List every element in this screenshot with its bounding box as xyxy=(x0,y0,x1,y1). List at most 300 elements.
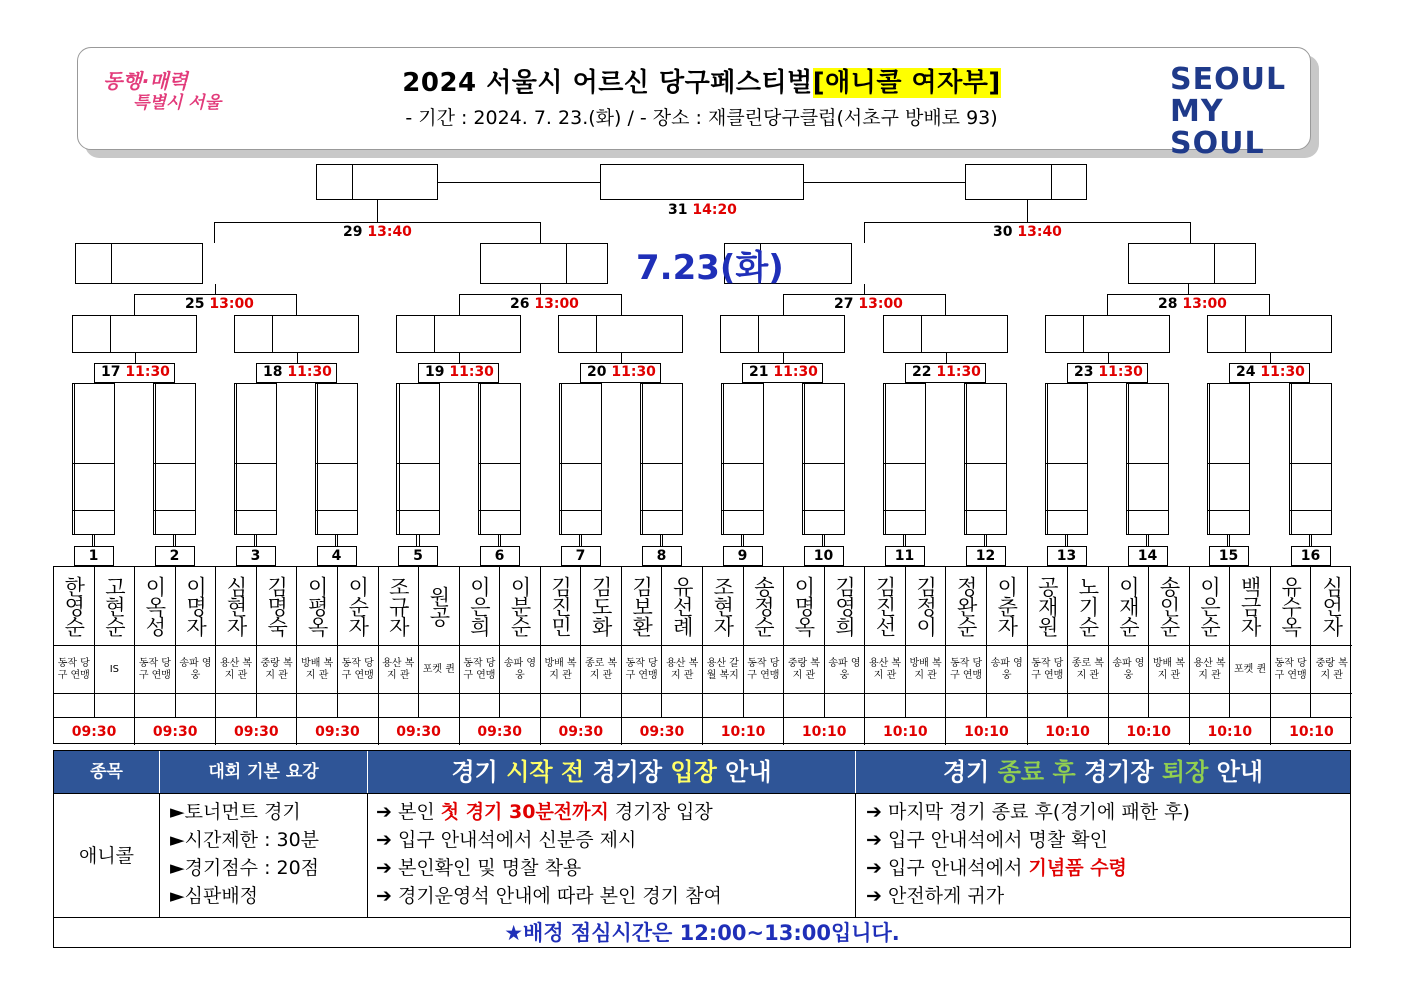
bracket-line xyxy=(110,315,111,353)
first-round-number: 1 xyxy=(74,546,114,566)
match-time: 11:30 xyxy=(287,364,332,380)
first-round-number: 12 xyxy=(966,546,1006,566)
player-name: 김보환 xyxy=(629,576,654,636)
bracket-line xyxy=(905,535,906,546)
player-club: 송파 영웅 xyxy=(1109,645,1149,693)
score-box xyxy=(1047,383,1088,535)
bracket-line xyxy=(804,463,845,464)
enter-1b: 첫 경기 30분전까지 xyxy=(440,801,609,823)
score-box xyxy=(72,315,197,353)
player-club: 용산 복지 관 xyxy=(216,645,256,693)
player-name: 김정이 xyxy=(913,576,938,636)
player-name: 한영순 xyxy=(61,576,86,636)
player-cell xyxy=(784,567,825,717)
first-round-number: 13 xyxy=(1047,546,1087,566)
bracket-line xyxy=(419,535,420,546)
player-name: 김명숙 xyxy=(264,576,289,636)
player-cell xyxy=(541,567,582,717)
score-box xyxy=(316,164,438,200)
player-name: 김도화 xyxy=(589,576,614,636)
player-name: 유선례 xyxy=(670,576,695,636)
score-blank xyxy=(257,693,297,718)
score-blank xyxy=(1028,693,1068,718)
match-start-time: 09:30 xyxy=(297,717,378,745)
score-blank xyxy=(54,693,94,718)
score-box xyxy=(804,383,845,535)
score-blank xyxy=(703,693,743,718)
info-table xyxy=(53,750,1351,948)
match-number: 31 xyxy=(668,202,688,218)
player-club: 송파 영웅 xyxy=(987,645,1027,693)
match-number: 18 xyxy=(263,364,283,380)
bracket-line xyxy=(416,535,417,546)
first-round-number: 7 xyxy=(561,546,601,566)
match-time: 13:00 xyxy=(1182,296,1227,312)
score-box xyxy=(396,315,521,353)
enter-1a: ➔ 본인 xyxy=(376,801,441,823)
bracket-line xyxy=(864,222,1190,223)
match-start-time: 10:10 xyxy=(946,717,1027,745)
score-blank xyxy=(662,693,702,718)
player-club: 용산 복지 관 xyxy=(662,645,702,693)
player-name: 이평옥 xyxy=(305,576,330,636)
bracket-line xyxy=(1229,535,1230,546)
bracket-line xyxy=(1107,294,1269,295)
score-blank xyxy=(744,693,784,718)
logo-left-line1: 동행·매력 xyxy=(103,69,188,93)
bracket-line xyxy=(1245,315,1246,353)
first-round-number: 9 xyxy=(723,546,763,566)
match-start-time: 09:30 xyxy=(379,717,460,745)
player-cell xyxy=(500,567,541,717)
score-box xyxy=(399,383,440,535)
score-blank xyxy=(1149,693,1189,718)
player-name: 김진민 xyxy=(548,576,573,636)
score-box xyxy=(885,383,926,535)
bracket-line xyxy=(1146,535,1147,546)
score-box xyxy=(883,315,1008,353)
match-start-time: 10:10 xyxy=(703,717,784,745)
bracket-line xyxy=(945,294,946,315)
bracket-line xyxy=(1047,510,1088,511)
player-name: 이명자 xyxy=(183,576,208,636)
logo-left-line2: 특별시 서울 xyxy=(133,93,222,113)
player-club: 방배 복지 관 xyxy=(541,645,581,693)
bracket-line xyxy=(296,294,297,315)
enter-item-4: ➔ 경기운영석 안내에 따라 본인 경기 참여 xyxy=(376,885,722,907)
score-box xyxy=(966,383,1007,535)
bracket-line xyxy=(540,222,541,243)
player-club: 동작 당구 연맹 xyxy=(622,645,662,693)
bracket-line xyxy=(1190,222,1191,243)
player-club: IS xyxy=(95,645,135,693)
bracket-line xyxy=(214,222,540,223)
player-club: 중랑 복지 관 xyxy=(784,645,824,693)
player-cell xyxy=(135,567,176,717)
bracket-line xyxy=(498,535,499,546)
score-blank xyxy=(541,693,581,718)
info-event: 애니콜 xyxy=(54,793,160,917)
bracket-line xyxy=(438,182,600,183)
bracket-line xyxy=(660,535,661,546)
bracket-line xyxy=(459,294,621,295)
score-box xyxy=(236,383,277,535)
match-label-m22 xyxy=(912,364,981,380)
info-head-exit xyxy=(856,751,1350,793)
bracket-line xyxy=(352,164,353,200)
player-cell xyxy=(257,567,298,717)
player-name: 백금자 xyxy=(1238,576,1263,636)
bracket-line xyxy=(903,535,904,546)
player-club: 종로 복지 관 xyxy=(1068,645,1108,693)
score-box xyxy=(1128,243,1256,284)
info-head-enter xyxy=(368,751,856,793)
match-number: 29 xyxy=(343,224,363,240)
bracket-line xyxy=(459,294,460,315)
bracket-line xyxy=(434,315,435,353)
info-enter xyxy=(368,793,856,917)
player-club: 동작 당구 연맹 xyxy=(460,645,500,693)
score-box xyxy=(558,315,683,353)
bracket-line xyxy=(824,535,825,546)
head-enter-part4: 입장 xyxy=(670,758,717,786)
player-cell xyxy=(216,567,257,717)
first-round-number: 5 xyxy=(398,546,438,566)
score-box xyxy=(234,315,359,353)
match-start-time: 10:10 xyxy=(784,717,865,745)
score-blank xyxy=(338,693,378,718)
head-exit-part4: 퇴장 xyxy=(1161,758,1209,786)
bracket-line xyxy=(317,510,358,511)
head-exit-part3: 경기장 xyxy=(1075,758,1162,786)
bracket-line xyxy=(317,463,358,464)
match-start-time: 09:30 xyxy=(622,717,703,745)
match-start-time: 09:30 xyxy=(460,717,541,745)
match-time: 11:30 xyxy=(449,364,494,380)
score-blank xyxy=(581,693,621,718)
info-head-rules: 대회 기본 요강 xyxy=(160,751,368,793)
player-club: 동작 당구 연맹 xyxy=(1028,645,1068,693)
head-exit-part5: 안내 xyxy=(1208,758,1264,786)
head-exit-part2: 종료 후 xyxy=(997,758,1076,786)
score-box xyxy=(723,383,764,535)
match-time: 13:00 xyxy=(534,296,579,312)
bracket-line xyxy=(1148,535,1149,546)
match-number: 27 xyxy=(834,296,854,312)
bracket-line xyxy=(741,535,742,546)
bracket-line xyxy=(804,510,845,511)
match-time: 11:30 xyxy=(125,364,170,380)
first-round-number: 4 xyxy=(317,546,357,566)
bracket-line xyxy=(642,463,683,464)
match-time: 13:40 xyxy=(367,224,412,240)
bracket-line xyxy=(946,353,947,363)
date-banner: 7.23(화) xyxy=(636,248,784,288)
match-time: 11:30 xyxy=(1098,364,1143,380)
bracket-line xyxy=(1209,463,1250,464)
score-blank xyxy=(622,693,662,718)
score-box xyxy=(965,164,1087,200)
bracket-line xyxy=(74,463,115,464)
player-name: 고현순 xyxy=(102,576,127,636)
score-box xyxy=(1045,315,1170,353)
first-round-number: 3 xyxy=(236,546,276,566)
score-blank xyxy=(379,693,419,718)
bracket-line xyxy=(783,294,784,315)
player-name: 노기순 xyxy=(1075,576,1100,636)
player-cell xyxy=(946,567,987,717)
player-name: 조현자 xyxy=(710,576,735,636)
bracket-line xyxy=(986,535,987,546)
info-exit xyxy=(856,793,1350,917)
player-name: 원공 xyxy=(426,586,451,626)
player-cell xyxy=(581,567,622,717)
score-blank xyxy=(987,693,1027,718)
info-head-event: 종목 xyxy=(54,751,160,793)
rule-item: ►토너먼트 경기 xyxy=(170,801,301,823)
exit-3a: ➔ 입구 안내석에서 xyxy=(866,857,1029,879)
bracket-line xyxy=(1065,535,1066,546)
player-cell xyxy=(703,567,744,717)
player-club: 종로 복지 관 xyxy=(581,645,621,693)
match-number: 21 xyxy=(749,364,769,380)
first-round-number: 10 xyxy=(804,546,844,566)
bracket-line xyxy=(335,535,336,546)
player-club: 송파 영웅 xyxy=(825,645,865,693)
bracket-line xyxy=(642,510,683,511)
player-cell xyxy=(338,567,379,717)
score-blank xyxy=(419,693,459,718)
score-box xyxy=(1209,383,1250,535)
logo-right-line2: MY SOUL xyxy=(1170,94,1265,161)
match-start-time: 09:30 xyxy=(54,717,135,745)
match-number: 20 xyxy=(587,364,607,380)
player-club: 용산 복지 관 xyxy=(379,645,419,693)
match-label-m20 xyxy=(587,364,656,380)
score-blank xyxy=(297,693,337,718)
player-name: 송인순 xyxy=(1156,576,1181,636)
bracket-line xyxy=(399,510,440,511)
match-number: 28 xyxy=(1158,296,1178,312)
score-blank xyxy=(1271,693,1311,718)
bracket-line xyxy=(459,353,460,363)
match-label-m23 xyxy=(1074,364,1143,380)
bracket-line xyxy=(175,535,176,546)
bracket-line xyxy=(596,315,597,353)
player-club: 송파 영웅 xyxy=(176,645,216,693)
head-enter-part2: 시작 전 xyxy=(506,758,585,786)
match-label-m19 xyxy=(425,364,494,380)
player-name: 이춘자 xyxy=(994,576,1019,636)
player-name: 송정순 xyxy=(751,576,776,636)
bracket-line xyxy=(377,199,378,222)
player-cell xyxy=(460,567,501,717)
player-name: 김진선 xyxy=(873,576,898,636)
score-blank xyxy=(460,693,500,718)
match-label-m24 xyxy=(1236,364,1305,380)
player-name: 이명옥 xyxy=(791,576,816,636)
bracket-line xyxy=(885,510,926,511)
bracket-line xyxy=(783,353,784,363)
score-box xyxy=(1291,383,1332,535)
match-start-time: 10:10 xyxy=(1109,717,1190,745)
bracket-line xyxy=(1128,510,1169,511)
bracket-line xyxy=(822,535,823,546)
player-cell xyxy=(1109,567,1150,717)
player-name: 조규자 xyxy=(386,576,411,636)
bracket-line xyxy=(1027,199,1028,222)
player-cell xyxy=(987,567,1028,717)
head-exit-part1: 경기 xyxy=(942,758,998,786)
bracket-line xyxy=(1291,463,1332,464)
match-label-m17 xyxy=(101,364,170,380)
first-round-number: 8 xyxy=(642,546,682,566)
bracket-line xyxy=(1269,294,1270,315)
match-time: 11:30 xyxy=(773,364,818,380)
bracket-line xyxy=(297,353,298,363)
bracket-line xyxy=(566,243,567,284)
bracket-line xyxy=(540,284,541,294)
first-round-number: 16 xyxy=(1291,546,1331,566)
player-name: 이옥성 xyxy=(142,576,167,636)
score-blank xyxy=(216,693,256,718)
bracket-line xyxy=(155,510,196,511)
bracket-line xyxy=(135,353,136,363)
score-blank xyxy=(1190,693,1230,718)
info-rules xyxy=(160,793,368,917)
first-round-number: 11 xyxy=(885,546,925,566)
first-round-number: 15 xyxy=(1209,546,1249,566)
bracket-line xyxy=(92,535,93,546)
score-box xyxy=(1128,383,1169,535)
seoul-my-soul-logo xyxy=(1170,62,1287,161)
player-club: 동작 당구 연맹 xyxy=(946,645,986,693)
rule-item: ►심판배정 xyxy=(170,885,259,907)
bracket-line xyxy=(561,463,602,464)
bracket-line xyxy=(723,510,764,511)
exit-item-4: ➔ 안전하게 귀가 xyxy=(866,885,1005,907)
bracket-line xyxy=(1311,535,1312,546)
player-cell xyxy=(95,567,136,717)
first-round-number: 6 xyxy=(480,546,520,566)
bracket-line xyxy=(864,284,865,294)
bracket-line xyxy=(723,463,764,464)
score-blank xyxy=(825,693,865,718)
bracket-line xyxy=(864,222,865,243)
match-start-time: 09:30 xyxy=(541,717,622,745)
score-box xyxy=(480,243,608,284)
bracket-line xyxy=(134,294,296,295)
match-start-time: 10:10 xyxy=(1190,717,1271,745)
player-name: 이은희 xyxy=(467,576,492,636)
first-round-number: 2 xyxy=(155,546,195,566)
player-cell xyxy=(622,567,663,717)
player-cell xyxy=(1149,567,1190,717)
player-table xyxy=(53,566,1351,744)
lunch-notice: ★배정 점심시간은 12:00~13:00입니다. xyxy=(54,917,1350,949)
bracket-line xyxy=(1051,164,1052,200)
match-time: 11:30 xyxy=(936,364,981,380)
player-name: 공재원 xyxy=(1035,576,1060,636)
bracket-line xyxy=(155,463,196,464)
bracket-line xyxy=(173,535,174,546)
page-subtitle: - 기간 : 2024. 7. 23.(화) / - 장소 : 재클린당구클럽(서초구 방배로 93) xyxy=(405,107,998,129)
match-label-m28 xyxy=(1158,296,1227,312)
bracket-line xyxy=(480,463,521,464)
player-name: 유수옥 xyxy=(1278,576,1303,636)
player-club: 용산 복지 관 xyxy=(1190,645,1230,693)
bracket-line xyxy=(1214,243,1215,284)
player-cell xyxy=(1311,567,1352,717)
score-box xyxy=(75,243,203,284)
score-blank xyxy=(1311,693,1352,718)
player-club: 포켓 퀸 xyxy=(419,645,459,693)
score-blank xyxy=(906,693,946,718)
score-box xyxy=(1207,315,1332,353)
bracket-line xyxy=(885,463,926,464)
score-box xyxy=(317,383,358,535)
bracket-line xyxy=(111,243,112,284)
player-name: 이순자 xyxy=(345,576,370,636)
exit-item-1: ➔ 마지막 경기 종료 후(경기에 패한 후) xyxy=(866,801,1190,823)
player-cell xyxy=(1068,567,1109,717)
enter-item-3: ➔ 본인확인 및 명찰 착용 xyxy=(376,857,582,879)
title-highlight: [애니콜 여자부] xyxy=(812,68,1001,98)
player-cell xyxy=(662,567,703,717)
bracket-line xyxy=(1227,535,1228,546)
bracket-line xyxy=(966,463,1007,464)
score-blank xyxy=(95,693,135,718)
bracket-line xyxy=(1108,353,1109,363)
score-box xyxy=(480,383,521,535)
match-time: 13:00 xyxy=(858,296,903,312)
match-label-m26 xyxy=(510,296,579,312)
player-club: 방배 복지 관 xyxy=(906,645,946,693)
bracket-line xyxy=(984,535,985,546)
player-club: 방배 복지 관 xyxy=(1149,645,1189,693)
score-box xyxy=(155,383,196,535)
exit-3b: 기념품 수령 xyxy=(1028,857,1127,879)
match-label-m31 xyxy=(668,202,737,218)
player-club: 동작 당구 연맹 xyxy=(1271,645,1311,693)
match-number: 22 xyxy=(912,364,932,380)
player-cell xyxy=(379,567,420,717)
match-number: 24 xyxy=(1236,364,1256,380)
bracket-line xyxy=(621,294,622,315)
rule-item: ►시간제한 : 30분 xyxy=(170,829,320,851)
match-number: 17 xyxy=(101,364,121,380)
player-cell xyxy=(1028,567,1069,717)
bracket-line xyxy=(1047,463,1088,464)
player-name: 이은순 xyxy=(1197,576,1222,636)
match-time: 14:20 xyxy=(692,202,737,218)
bracket-line xyxy=(500,535,501,546)
player-club: 용산 갈월 복지 xyxy=(703,645,743,693)
bracket-line xyxy=(214,222,215,243)
player-club: 중랑 복지 관 xyxy=(257,645,297,693)
score-box xyxy=(642,383,683,535)
player-name: 정완순 xyxy=(954,576,979,636)
bracket-line xyxy=(783,294,945,295)
player-club: 방배 복지 관 xyxy=(297,645,337,693)
player-club: 중랑 복지 관 xyxy=(1311,645,1352,693)
title-main: 2024 서울시 어르신 당구페스티벌 xyxy=(402,68,813,98)
match-start-time: 10:10 xyxy=(865,717,946,745)
bracket-line xyxy=(480,510,521,511)
match-time: 13:40 xyxy=(1017,224,1062,240)
bracket-line xyxy=(1270,353,1271,363)
bracket-line xyxy=(254,535,255,546)
